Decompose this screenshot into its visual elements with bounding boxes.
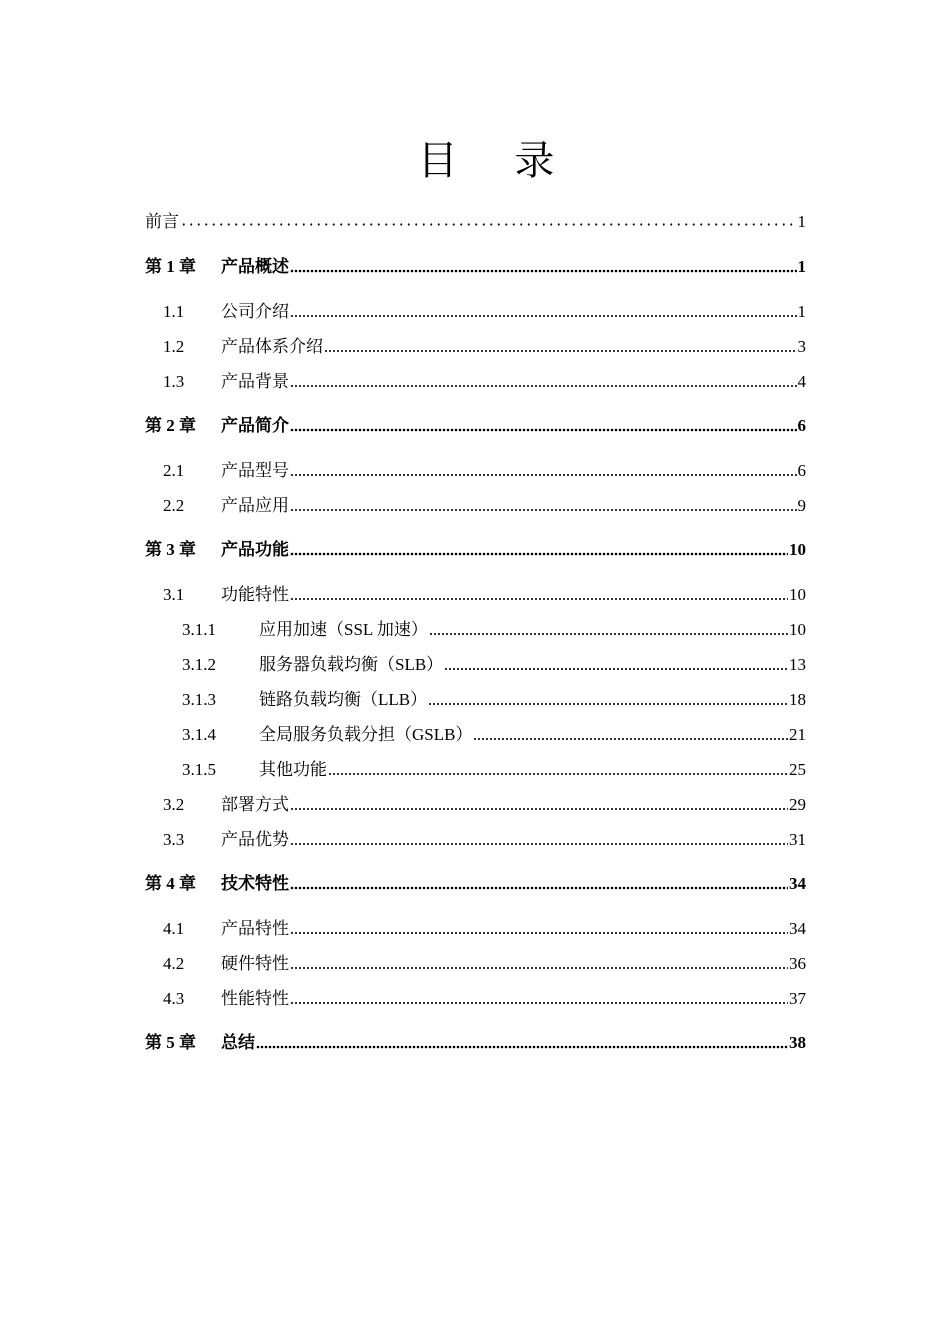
toc-entry-number: 3.2 <box>163 795 185 814</box>
toc-entry[interactable] <box>145 917 806 941</box>
toc-entry-page-number: 6 <box>797 461 806 480</box>
dot-leader <box>473 727 788 741</box>
toc-entry-number: 3.1.2 <box>182 655 216 674</box>
toc-entry-page-number: 36 <box>789 954 806 973</box>
toc-entry-number: 3.1.4 <box>182 725 216 744</box>
toc-entry-title: 其他功能 <box>259 760 327 779</box>
toc-entry-number: 1.1 <box>163 302 185 321</box>
toc-entry-page-number: 10 <box>789 585 806 604</box>
dot-leader <box>428 692 788 706</box>
toc-entry-page-number: 4 <box>797 372 806 391</box>
toc-entry[interactable] <box>145 459 806 483</box>
toc-entry-page-number: 10 <box>789 540 806 559</box>
toc-entry-number: 3.1 <box>163 585 185 604</box>
toc-entry-page-number: 1 <box>797 302 806 321</box>
toc-entry-page-number: 25 <box>789 760 806 779</box>
toc-entry-number: 4.1 <box>163 919 185 938</box>
toc-entry[interactable] <box>145 583 806 607</box>
toc-entry[interactable] <box>145 210 806 234</box>
dot-leader <box>290 991 788 1005</box>
toc-entry[interactable] <box>145 688 806 712</box>
toc-entry-number: 第 3 章 <box>145 540 196 559</box>
dot-leader <box>290 956 788 970</box>
dot-leader <box>328 762 788 776</box>
toc-entry-title: 前言 <box>145 212 179 231</box>
dot-leader <box>290 542 788 556</box>
dot-leader <box>290 921 788 935</box>
toc-entry-title: 产品优势 <box>221 830 289 849</box>
toc-entry[interactable] <box>145 723 806 747</box>
toc-entry-page-number: 1 <box>797 212 806 231</box>
toc-entry-title: 总结 <box>221 1033 255 1052</box>
toc-entry[interactable] <box>145 255 806 279</box>
toc-entry-number: 3.3 <box>163 830 185 849</box>
toc-entry-title: 硬件特性 <box>221 954 289 973</box>
toc-entry-title: 产品概述 <box>221 257 289 276</box>
toc-entry-number: 第 4 章 <box>145 874 196 893</box>
dot-leader <box>290 374 797 388</box>
toc-entry[interactable] <box>145 414 806 438</box>
toc-entry-page-number: 29 <box>789 795 806 814</box>
dot-leader <box>290 832 788 846</box>
toc-entry-title: 产品简介 <box>221 416 289 435</box>
toc-entry-number: 3.1.5 <box>182 760 216 779</box>
toc-entry-page-number: 37 <box>789 989 806 1008</box>
dot-leader <box>290 876 788 890</box>
toc-entry[interactable] <box>145 300 806 324</box>
toc-entry-title: 产品体系介绍 <box>221 337 323 356</box>
toc-entry-page-number: 34 <box>789 919 806 938</box>
dot-leader <box>290 418 797 432</box>
toc-entry-number: 第 2 章 <box>145 416 196 435</box>
toc-entry-number: 第 5 章 <box>145 1033 196 1052</box>
toc-entry-title: 公司介绍 <box>221 302 289 321</box>
dot-leader <box>429 622 788 636</box>
toc-entry-page-number: 3 <box>797 337 806 356</box>
toc-entry[interactable] <box>145 793 806 817</box>
toc-entry-number: 2.2 <box>163 496 185 515</box>
page-title: 目 录 <box>417 138 577 184</box>
toc-entry-number: 2.1 <box>163 461 185 480</box>
toc-entry[interactable] <box>145 758 806 782</box>
toc-entry-title: 性能特性 <box>221 989 289 1008</box>
toc-entry-title: 技术特性 <box>221 874 289 893</box>
toc-entry-number: 3.1.1 <box>182 620 216 639</box>
toc-entry-number: 4.3 <box>163 989 185 1008</box>
dot-leader <box>444 657 788 671</box>
toc-entry-page-number: 31 <box>789 830 806 849</box>
toc-entry-title: 产品背景 <box>221 372 289 391</box>
toc-entry[interactable] <box>145 370 806 394</box>
toc-entry[interactable] <box>145 618 806 642</box>
toc-entry-number: 3.1.3 <box>182 690 216 709</box>
toc-entry-page-number: 18 <box>789 690 806 709</box>
toc-entry-page-number: 13 <box>789 655 806 674</box>
toc-entry-title: 功能特性 <box>221 585 289 604</box>
toc-entry-number: 1.3 <box>163 372 185 391</box>
toc-entry-title: 服务器负载均衡（SLB） <box>259 655 444 674</box>
toc-entry[interactable] <box>145 653 806 677</box>
toc-entry-page-number: 6 <box>797 416 806 435</box>
dot-leader <box>324 339 797 353</box>
toc-entry[interactable] <box>145 872 806 896</box>
toc-entry-number: 4.2 <box>163 954 185 973</box>
toc-entry-title: 产品应用 <box>221 496 289 515</box>
dot-leader <box>180 214 797 228</box>
toc-entry-title: 链路负载均衡（LLB） <box>259 690 428 709</box>
toc-entry-number: 第 1 章 <box>145 257 196 276</box>
dot-leader <box>290 259 797 273</box>
dot-leader <box>290 498 797 512</box>
dot-leader <box>290 304 797 318</box>
toc-entry-page-number: 38 <box>789 1033 806 1052</box>
dot-leader <box>290 587 788 601</box>
toc-entry-page-number: 1 <box>797 257 806 276</box>
toc-entry-title: 产品型号 <box>221 461 289 480</box>
toc-entry-page-number: 9 <box>797 496 806 515</box>
toc-entry[interactable] <box>145 987 806 1011</box>
toc-entry-title: 全局服务负载分担（GSLB） <box>259 725 473 744</box>
toc-entry[interactable] <box>145 335 806 359</box>
toc-entry-number: 1.2 <box>163 337 185 356</box>
toc-entry[interactable] <box>145 952 806 976</box>
dot-leader <box>290 463 797 477</box>
toc-entry-title: 产品特性 <box>221 919 289 938</box>
toc-entry[interactable] <box>145 828 806 852</box>
toc-entry-page-number: 34 <box>789 874 806 893</box>
dot-leader <box>256 1035 788 1049</box>
toc-entry-title: 应用加速（SSL 加速） <box>259 620 428 639</box>
toc-entry-title: 产品功能 <box>221 540 289 559</box>
toc-entry-page-number: 21 <box>789 725 806 744</box>
toc-entry-title: 部署方式 <box>221 795 289 814</box>
toc-entry-page-number: 10 <box>789 620 806 639</box>
toc-entry[interactable] <box>145 494 806 518</box>
toc-entry[interactable] <box>145 1031 806 1055</box>
dot-leader <box>290 797 788 811</box>
toc-entry[interactable] <box>145 538 806 562</box>
